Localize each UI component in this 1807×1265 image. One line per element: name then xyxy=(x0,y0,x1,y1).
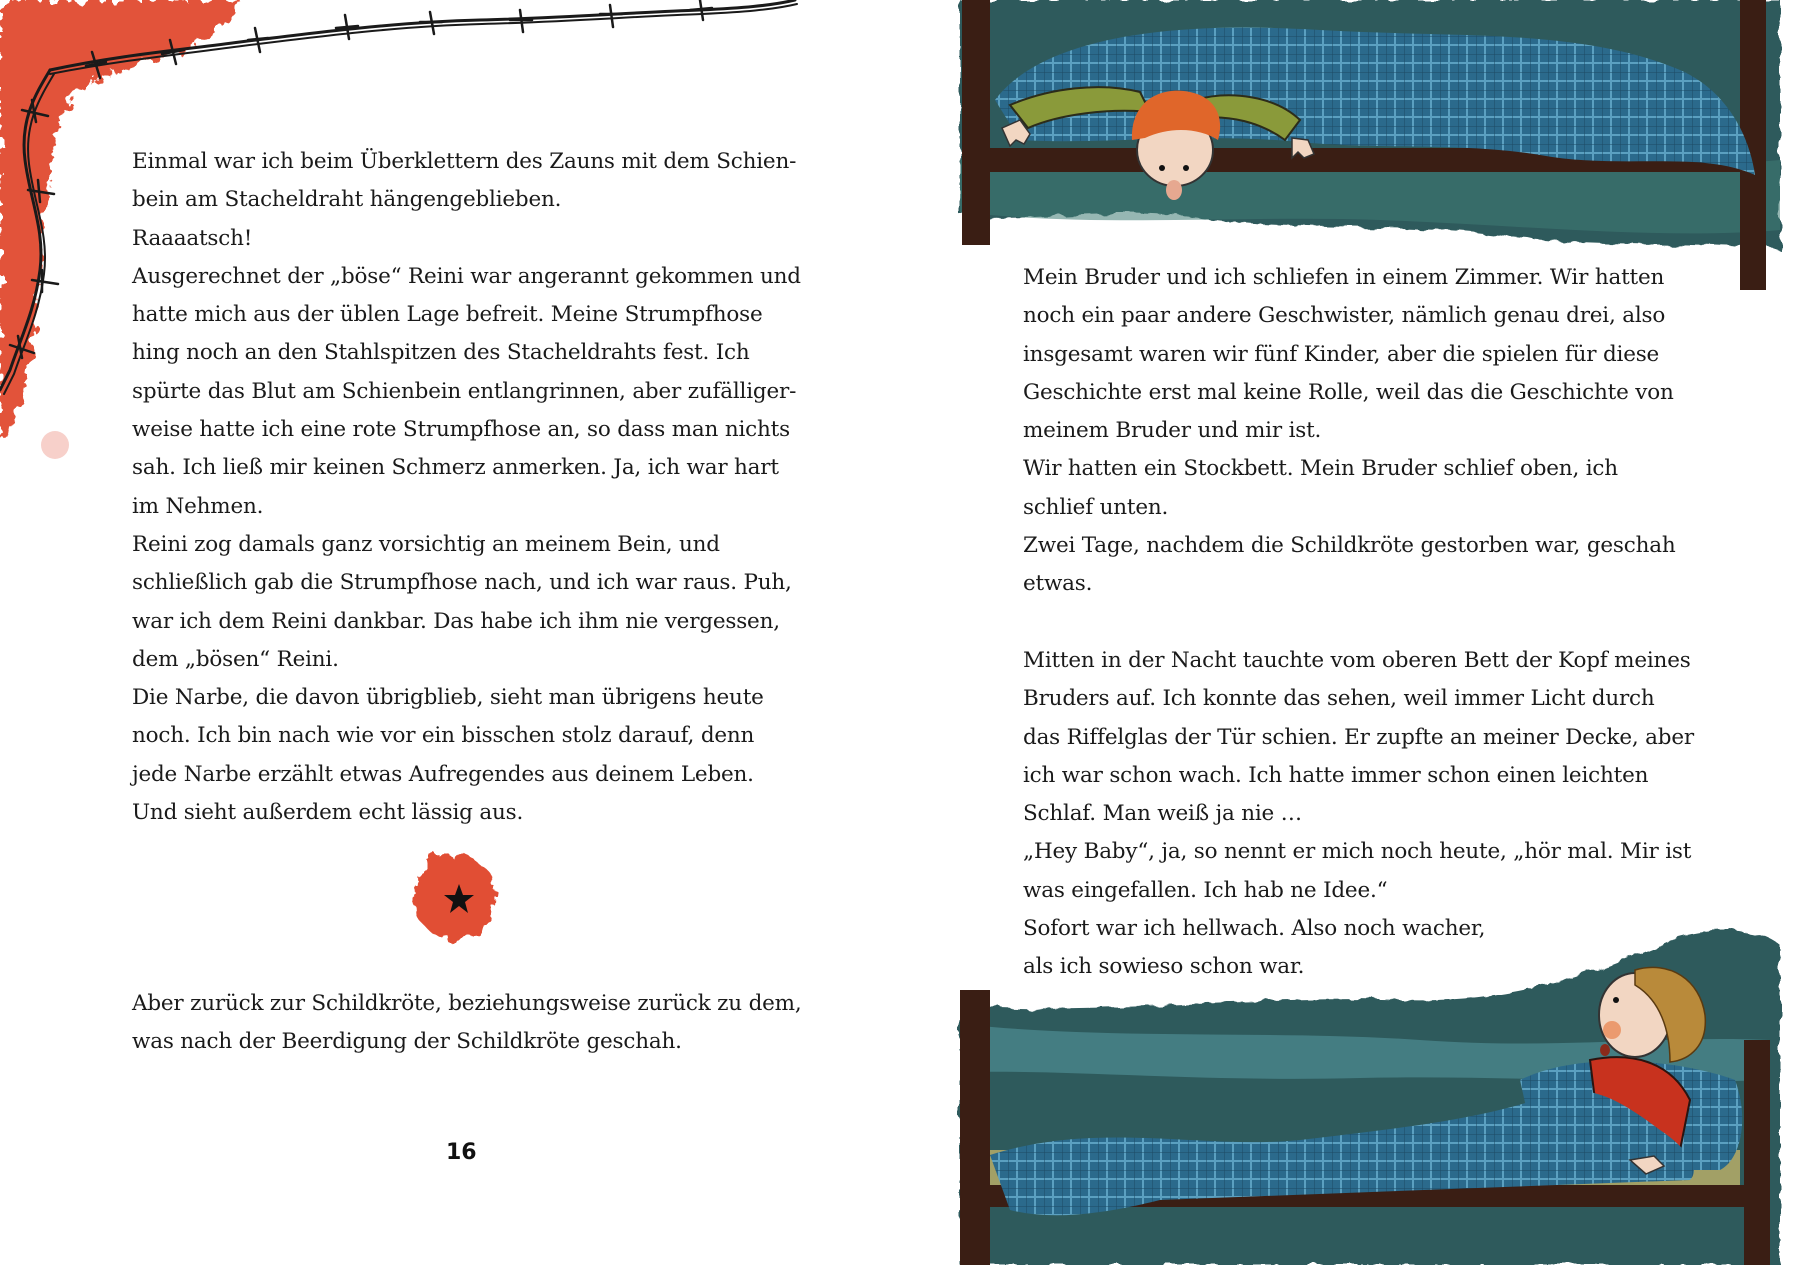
text-line: Aber zurück zur Schildkröte, beziehungsweise zurück zu dem, xyxy=(132,991,802,1016)
eye xyxy=(1159,165,1165,171)
text-line: sah. Ich ließ mir keinen Schmerz anmerken. Ja, ich war hart xyxy=(132,455,779,481)
section-divider xyxy=(413,855,497,939)
eye xyxy=(1613,997,1619,1003)
text-line: Einmal war ich beim Überklettern des Zauns mit dem Schien- xyxy=(132,149,797,174)
cheek xyxy=(1603,1021,1621,1039)
text-line: Schlaf. Man weiß ja nie … xyxy=(1023,801,1302,827)
text-line: Die Narbe, die davon übrigblieb, sieht man übrigens heute xyxy=(132,685,764,711)
text-line: Zwei Tage, nachdem die Schildkröte gestorben war, geschah xyxy=(1023,533,1676,559)
text-line: Sofort war ich hellwach. Also noch wacher, xyxy=(1023,916,1486,942)
text-line: war ich dem Reini dankbar. Das habe ich ihm nie vergessen, xyxy=(132,608,780,634)
story-text-top xyxy=(132,143,801,832)
text-line: was eingefallen. Ich hab ne Idee.“ xyxy=(1023,877,1388,903)
bed-post-left-bottom xyxy=(960,990,990,1265)
text-line: Und sieht außerdem echt lässig aus. xyxy=(132,800,524,826)
story-text-right xyxy=(1023,259,1694,987)
bed-post-right-bottom xyxy=(1744,1040,1770,1265)
story-text-bottom xyxy=(132,985,802,1062)
bed-post-left xyxy=(962,0,990,245)
text-line: Reini zog damals ganz vorsichtig an meinem Bein, und xyxy=(132,531,720,557)
text-line: Mitten in der Nacht tauchte vom oberen Bett der Kopf meines xyxy=(1023,647,1691,673)
text-line: als ich sowieso schon war. xyxy=(1023,954,1305,980)
text-line: hatte mich aus der üblen Lage befreit. Meine Strumpfhose xyxy=(132,302,763,328)
text-line: Raaaatsch! xyxy=(132,225,253,251)
text-line: das Riffelglas der Tür schien. Er zupfte an meiner Decke, aber xyxy=(1023,724,1694,750)
text-line: Bruders auf. Ich konnte das sehen, weil immer Licht durch xyxy=(1023,686,1655,712)
mouth xyxy=(1600,1044,1610,1056)
upper-bunk-scene xyxy=(960,0,1780,290)
text-line: noch ein paar andere Geschwister, nämlich genau drei, also xyxy=(1023,303,1666,329)
text-line xyxy=(1023,604,1694,642)
text-line: bein am Stacheldraht hängengeblieben. xyxy=(132,187,562,213)
nose xyxy=(1166,180,1182,200)
text-line: im Nehmen. xyxy=(132,493,264,519)
eye xyxy=(1183,165,1189,171)
paint-dot xyxy=(41,431,69,459)
text-line: hing noch an den Stahlspitzen des Stacheldrahts fest. Ich xyxy=(132,340,750,366)
text-line: dem „bösen“ Reini. xyxy=(132,646,339,672)
text-line: „Hey Baby“, ja, so nennt er mich noch heute, „hör mal. Mir ist xyxy=(1023,839,1692,865)
text-line: etwas. xyxy=(1023,571,1093,597)
left-page xyxy=(0,0,900,1265)
text-line: noch. Ich bin nach wie vor ein bisschen stolz darauf, denn xyxy=(132,723,755,749)
text-line: was nach der Beerdigung der Schildkröte geschah. xyxy=(132,1029,682,1055)
right-page xyxy=(900,0,1807,1265)
text-line: spürte das Blut am Schienbein entlangrinnen, aber zufälliger- xyxy=(132,378,797,404)
text-line: insgesamt waren wir fünf Kinder, aber die spielen für diese xyxy=(1023,341,1660,367)
text-line: weise hatte ich eine rote Strumpfhose an, so dass man nichts xyxy=(132,417,790,443)
text-line: Ausgerechnet der „böse“ Reini war angerannt gekommen und xyxy=(132,263,801,289)
text-line: schlief unten. xyxy=(1023,494,1169,520)
text-line: meinem Bruder und mir ist. xyxy=(1023,418,1322,444)
text-line: Wir hatten ein Stockbett. Mein Bruder schlief oben, ich xyxy=(1023,456,1618,482)
text-line: Geschichte erst mal keine Rolle, weil das die Geschichte von xyxy=(1023,379,1674,405)
text-line: jede Narbe erzählt etwas Aufregendes aus deinem Leben. xyxy=(132,761,754,787)
page-number: 16 xyxy=(446,1140,477,1165)
text-line: ich war schon wach. Ich hatte immer schon einen leichten xyxy=(1023,762,1649,788)
text-line: schließlich gab die Strumpfhose nach, und ich war raus. Puh, xyxy=(132,570,792,596)
text-line: Mein Bruder und ich schliefen in einem Zimmer. Wir hatten xyxy=(1023,265,1665,290)
